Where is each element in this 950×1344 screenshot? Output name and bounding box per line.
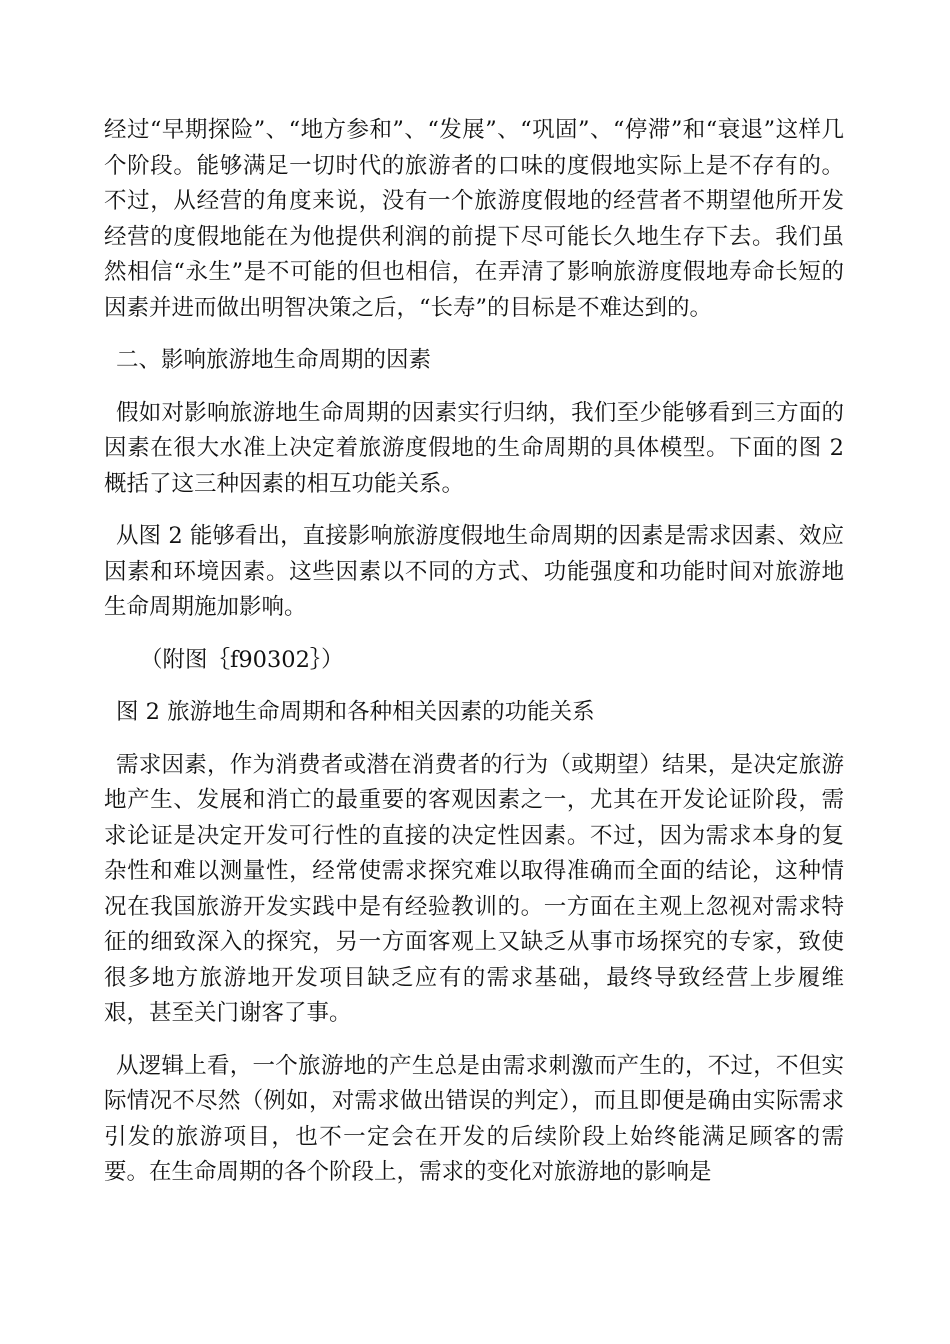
figure-placeholder: （附图｛f90302｝） <box>140 646 344 673</box>
paragraph-factors-intro: 假如对影响旅游地生命周期的因素实行归纳，我们至少能够看到三方面的因素在很大水准上决定着旅游度假地的生命周期的具体模型。下面的图 2 概括了这三种因素的相互功能关系。 <box>104 399 844 497</box>
document-body <box>104 113 844 1208</box>
paragraph-demand-factors: 需求因素，作为消费者或潜在消费者的行为（或期望）结果，是决定旅游地产生、发展和消亡的最重要的客观因素之一，尤其在开发论证阶段，需求论证是决定开发可行性的直接的决定性因素。不过，因为需求本身的复杂性和难以测量性，经常使需求探究难以取得准确而全面的结论，这种情况在我国旅游开发实践中是有经验教训的。一方面在主观上忽视对需求特征的细致深入的探究，另一方面客观上又缺乏从事市场探究的专家，致使很多地方旅游地开发项目缺乏应有的需求基础，最终导致经营上步履维艰，甚至关门谢客了事。 <box>104 751 844 1026</box>
figure-caption: 图 2 旅游地生命周期和各种相关因素的功能关系 <box>116 699 595 725</box>
section-heading: 二、影响旅游地生命周期的因素 <box>116 347 432 373</box>
paragraph-logic: 从逻辑上看，一个旅游地的产生总是由需求刺激而产生的，不过，不但实际情况不尽然（例如，对需求做出错误的判定），而且即便是确由实际需求引发的旅游项目，也不一定会在开发的后续阶段上始终能满足顾客的需要。在生命周期的各个阶段上，需求的变化对旅游地的影响是 <box>104 1052 844 1185</box>
paragraph-stages: 经过“早期探险”、“地方参和”、“发展”、“巩固”、“停滞”和“衰退”这样几个阶段。能够满足一切时代的旅游者的口味的度假地实际上是不存有的。不过，从经营的角度来说，没有一个旅游度假地的经营者不期望他所开发经营的度假地能在为他提供利润的前提下尽可能长久地生存下去。我们虽然相信“永生”是不可能的但也相信，在弄清了影响旅游度假地寿命长短的因素并进而做出明智决策之后，“长寿”的目标是不难达到的。 <box>104 117 844 321</box>
paragraph-figure-explanation: 从图 2 能够看出，直接影响旅游度假地生命周期的因素是需求因素、效应因素和环境因素。这些因素以不同的方式、功能强度和功能时间对旅游地生命周期施加影响。 <box>104 523 844 620</box>
